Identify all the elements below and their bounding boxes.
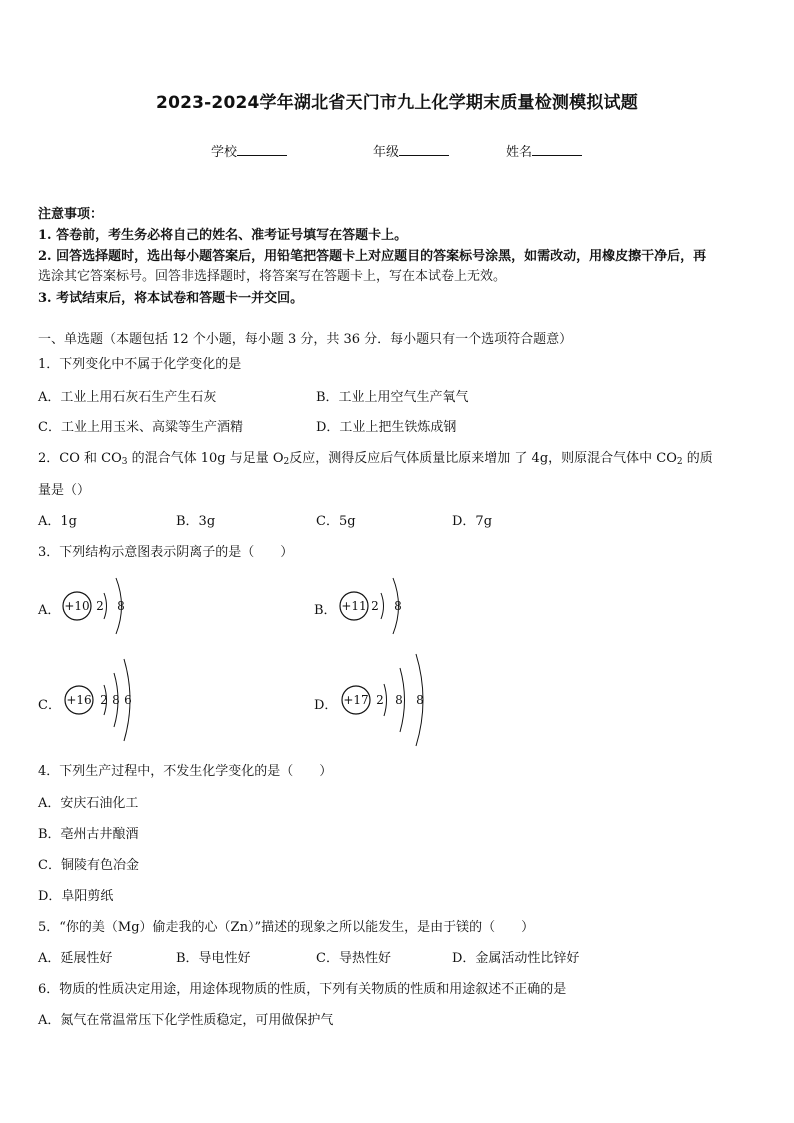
nucleus-charge: +10	[64, 599, 90, 613]
atom-diagram-d	[340, 652, 432, 750]
option-c: C．5g	[316, 514, 356, 529]
nucleus-charge: +17	[343, 693, 369, 707]
option-b: B．亳州古井酿酒	[38, 827, 139, 842]
notice-item-text: 3. 考试结束后，将本试卷和答题卡一并交回。	[38, 291, 304, 306]
shell-electrons: 2	[100, 693, 108, 707]
option-d: D．工业上把生铁炼成钢	[316, 420, 457, 435]
question-stem: 1．下列变化中不属于化学变化的是	[38, 357, 242, 372]
shell-electrons: 8	[394, 599, 402, 613]
option-b: B．3g	[176, 514, 216, 529]
option-a: A．氮气在常温常压下化学性质稳定，可用做保护气	[38, 1013, 334, 1028]
nucleus-charge: +16	[66, 693, 92, 707]
notice-item-continuation: 选涂其它答案标号。回答非选择题时，将答案写在答题卡上，写在本试卷上无效。	[38, 269, 507, 284]
notice-item-text: 1. 答卷前，考生务必将自己的姓名、准考证号填写在答题卡上。	[38, 228, 408, 243]
option-b-label: B．	[314, 603, 337, 618]
option-c: C．铜陵有色冶金	[38, 858, 139, 873]
notice-item	[38, 287, 303, 306]
option-c: C．工业上用玉米、高粱等生产酒精	[38, 420, 243, 435]
option-b: B．工业上用空气生产氧气	[316, 390, 469, 405]
grade-label: 年级	[373, 145, 400, 160]
option-d-label: D．	[314, 698, 338, 713]
option-a: A．延展性好	[38, 951, 113, 966]
shell-electrons: 8	[117, 599, 125, 613]
question-stem: 2．CO 和 $CO_3$ 的混合气体 10g 与足量 $O_2$反应，测得反应后气体质量比原来增加 了 4g，则原混合气体中 $CO_2$ 的质	[38, 451, 713, 467]
option-c: C．导热性好	[316, 951, 391, 966]
option-d: D．金属活动性比锌好	[452, 951, 580, 966]
name-label: 姓名	[506, 145, 533, 160]
question-stem: 6．物质的性质决定用途，用途体现物质的性质，下列有关物质的性质和用途叙述不正确的是	[38, 982, 567, 997]
section-heading: 一、单选题（本题包括 12 个小题，每小题 3 分，共 36 分．每小题只有一个选项符合题意）	[38, 332, 573, 347]
nucleus-charge: +11	[341, 599, 367, 613]
notice-item	[38, 224, 407, 243]
name-blank	[532, 143, 582, 156]
name-field	[506, 141, 582, 160]
shell-electrons: 2	[376, 693, 384, 707]
option-d: D．7g	[452, 514, 493, 529]
option-a-label: A．	[38, 603, 61, 618]
atom-diagram-a	[60, 570, 140, 646]
school-blank	[237, 143, 287, 156]
question-stem-continued: 量是（）	[38, 483, 91, 498]
school-field	[211, 141, 287, 160]
option-b: B．导电性好	[176, 951, 251, 966]
shell-electrons: 2	[96, 599, 104, 613]
page-title: 2023-2024学年湖北省天门市九上化学期末质量检测模拟试题	[156, 93, 638, 113]
option-a: A．1g	[38, 514, 77, 529]
question-stem: 4．下列生产过程中，不发生化学变化的是（ ）	[38, 764, 333, 779]
option-a: A．工业上用石灰石生产生石灰	[38, 390, 217, 405]
grade-field	[373, 141, 449, 160]
atom-diagram-b	[337, 570, 417, 646]
option-c-label: C．	[38, 698, 61, 713]
notice-item	[38, 245, 706, 264]
shell-electrons: 8	[416, 693, 424, 707]
school-label: 学校	[211, 145, 238, 160]
question-stem: 5．“你的美（Mg）偷走我的心（Zn）”描述的现象之所以能发生，是由于镁的（ ）	[38, 920, 535, 935]
notice-heading: 注意事项：	[38, 207, 104, 222]
question-stem: 3．下列结构示意图表示阴离子的是（ ）	[38, 545, 294, 560]
notice-item-text: 2. 回答选择题时，选出每小题答案后，用铅笔把答题卡上对应题目的答案标号涂黑，如需改动，用橡皮擦干净后，再	[38, 249, 707, 264]
option-a: A．安庆石油化工	[38, 796, 139, 811]
grade-blank	[399, 143, 449, 156]
atom-diagram-c	[64, 655, 144, 747]
shell-electrons: 6	[124, 693, 132, 707]
shell-electrons: 8	[112, 693, 120, 707]
shell-electrons: 8	[395, 693, 403, 707]
shell-electrons: 2	[371, 599, 379, 613]
option-d: D．阜阳剪纸	[38, 889, 114, 904]
